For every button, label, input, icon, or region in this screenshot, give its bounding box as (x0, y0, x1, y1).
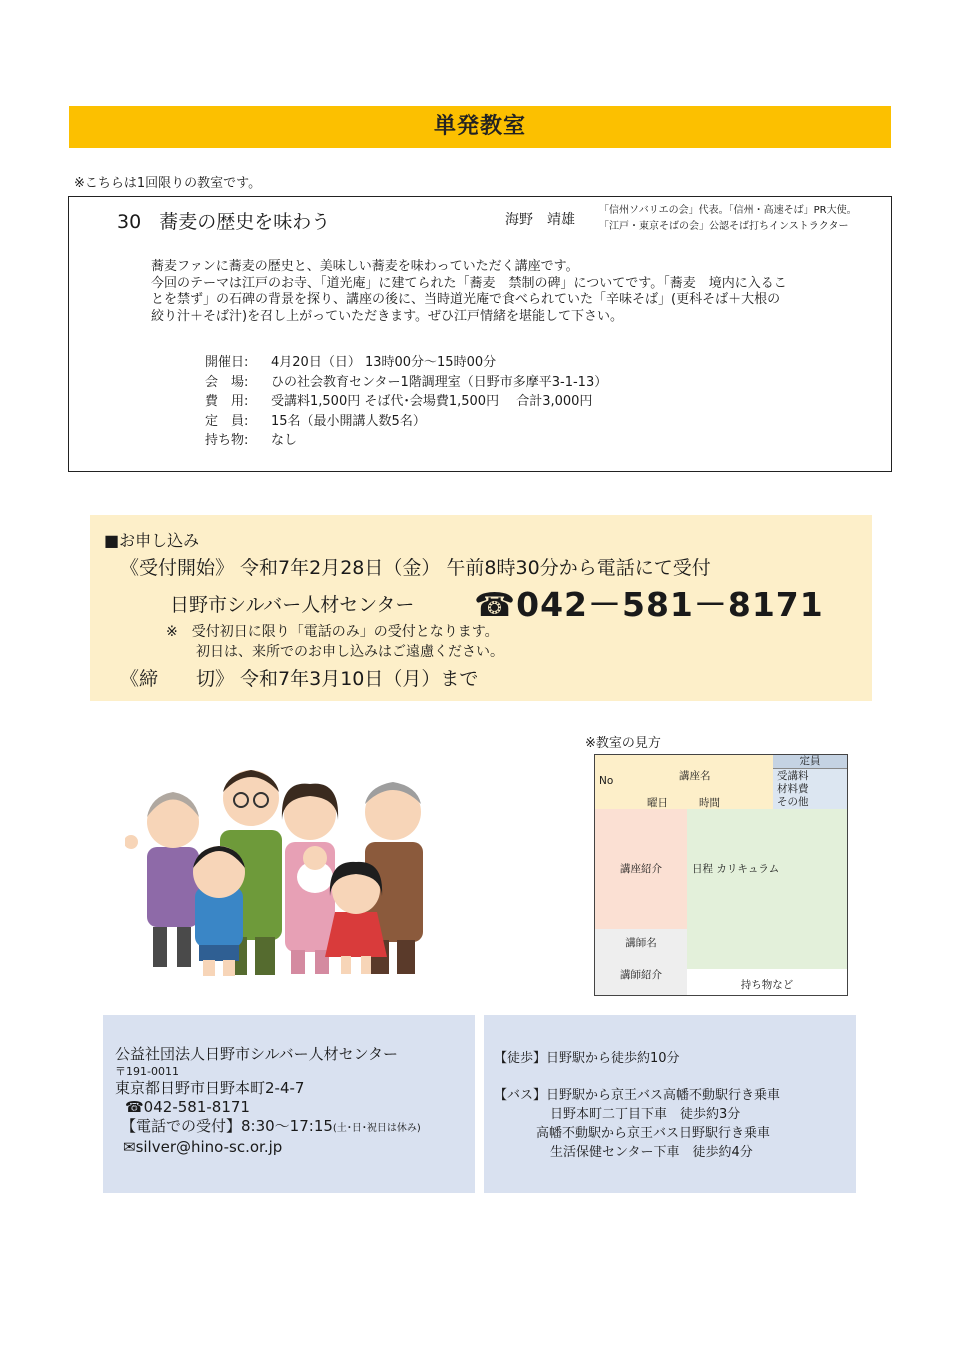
application-box (90, 515, 872, 701)
legend-no: No (599, 775, 614, 787)
detail-row-belongings (205, 431, 607, 451)
detail-value: 受講料1,500円 そば代･会場費1,500円 合計3,000円 (271, 394, 593, 409)
detail-label: 持ち物: (205, 433, 249, 448)
detail-label: 費 用: (205, 394, 249, 409)
contact-email[interactable]: ✉silver@hino-sc.or.jp (123, 1138, 283, 1156)
legend-teacher-intro: 講師紹介 (595, 967, 687, 995)
course-details (205, 353, 607, 451)
detail-label: 会 場: (205, 374, 249, 390)
legend-schedule: 日程 カリキュラム (687, 809, 847, 969)
family-illustration (125, 762, 435, 982)
legend-time: 時間 (699, 797, 720, 809)
application-org: 日野市シルバー人材センター (170, 594, 415, 616)
legend-capacity: 定員 (773, 755, 847, 769)
course-number: 30 (117, 211, 142, 233)
access-box (484, 1015, 856, 1193)
legend-belongings: 持ち物など (740, 979, 794, 991)
legend-other: その他 (777, 796, 809, 808)
course-intro (151, 259, 791, 325)
section-banner: 単発教室 (69, 106, 891, 148)
application-start: 《受付開始》 令和7年2月28日（金） 午前8時30分から電話にて受付 (120, 557, 711, 579)
teacher-desc-line: 「江戸・東京そばの会」公認そば打ちインストラクター (599, 221, 849, 232)
spacer (494, 1068, 856, 1086)
contact-box (103, 1015, 475, 1193)
legend-day: 曜日 (647, 797, 668, 809)
access-bus: 生活保健センター下車 徒歩約4分 (550, 1145, 753, 1160)
application-deadline: 《締 切》 令和7年3月10日（月）まで (120, 668, 479, 690)
intro-paragraph: 今回のテーマは江戸のお寺、「道光庵」に建てられた「蕎麦 禁制の碑」についてです。「蕎麦 境内に入ることを禁ず」の石碑の背景を探り、講座の後に、当時道光庵で食べられていた「辛味そば」(更科そば＋大根の絞り汁＋そば汁)を召し上がっていただきます。ぜひ江戸情緒を堪能して下さい。 (151, 275, 787, 324)
contact-postal: 〒191-0011 (115, 1065, 179, 1078)
detail-row-capacity (205, 412, 607, 432)
application-phone: ☎042－581－8171 (474, 585, 824, 624)
course-name: 蕎麦の歴史を味わう (159, 211, 331, 233)
contact-tel: ☎042-581-8171 (125, 1098, 250, 1116)
legend-diagram (594, 754, 848, 996)
contact-hours-note: (土･日･祝日は休み) (332, 1123, 421, 1134)
access-bus: 日野本町二丁目下車 徒歩約3分 (550, 1107, 741, 1122)
detail-label: 定 員: (205, 413, 249, 429)
access-walk: 【徒歩】日野駅から徒歩約10分 (494, 1051, 680, 1066)
detail-value: 15名（最小開講人数5名） (271, 413, 426, 429)
application-note: ※ 受付初日に限り「電話のみ」の受付となります。 (166, 624, 499, 640)
detail-value: 4月20日（日） 13時00分～15時00分 (271, 355, 497, 370)
legend-course-name: 講座名 (679, 770, 711, 782)
application-heading: ■お申し込み (104, 531, 200, 550)
legend-intro: 講座紹介 (595, 809, 687, 929)
access-bus: 高幡不動駅から京王バス日野駅行き乗車 (536, 1126, 771, 1141)
contact-org: 公益社団法人日野市シルバー人材センター (115, 1045, 398, 1063)
legend-teacher-name: 講師名 (595, 929, 687, 967)
boy-figure (193, 846, 245, 976)
one-time-note: ※こちらは1回限りの教室です。 (74, 176, 262, 191)
legend-header (595, 755, 773, 809)
detail-value: ひの社会教育センター1階調理室（日野市多摩平3-1-13） (271, 374, 608, 390)
legend-title: ※教室の見方 (585, 736, 661, 751)
detail-row-date (205, 353, 607, 373)
legend-material: 材料費 (777, 783, 809, 795)
grandmother-figure (125, 792, 199, 967)
contact-hours-label: 【電話での受付】8:30～17:15 (121, 1117, 333, 1135)
legend-fee: 受講料 (777, 770, 809, 782)
detail-row-venue (205, 373, 607, 393)
access-bus: 【バス】日野駅から京王バス高幡不動駅行き乗車 (494, 1088, 781, 1103)
intro-line: 蕎麦ファンに蕎麦の歴史と、美味しい蕎麦を味わっていただく講座です。 (151, 259, 579, 274)
course-box (68, 196, 892, 472)
detail-row-fee (205, 392, 607, 412)
teacher-desc-line: 「信州ソバリエの会」代表。「信州・高速そば」PR大使。 (599, 205, 857, 216)
detail-label: 開催日: (205, 355, 249, 370)
application-note: 初日は、来所でのお申し込みはご遠慮ください。 (196, 644, 504, 660)
teacher-name: 海野 靖雄 (505, 212, 575, 228)
contact-address: 東京都日野市日野本町2-4-7 (115, 1079, 305, 1097)
teacher-description (599, 203, 857, 235)
detail-value: なし (271, 433, 298, 448)
legend-costs (773, 769, 847, 809)
course-title (117, 207, 330, 234)
contact-hours (115, 1117, 475, 1138)
